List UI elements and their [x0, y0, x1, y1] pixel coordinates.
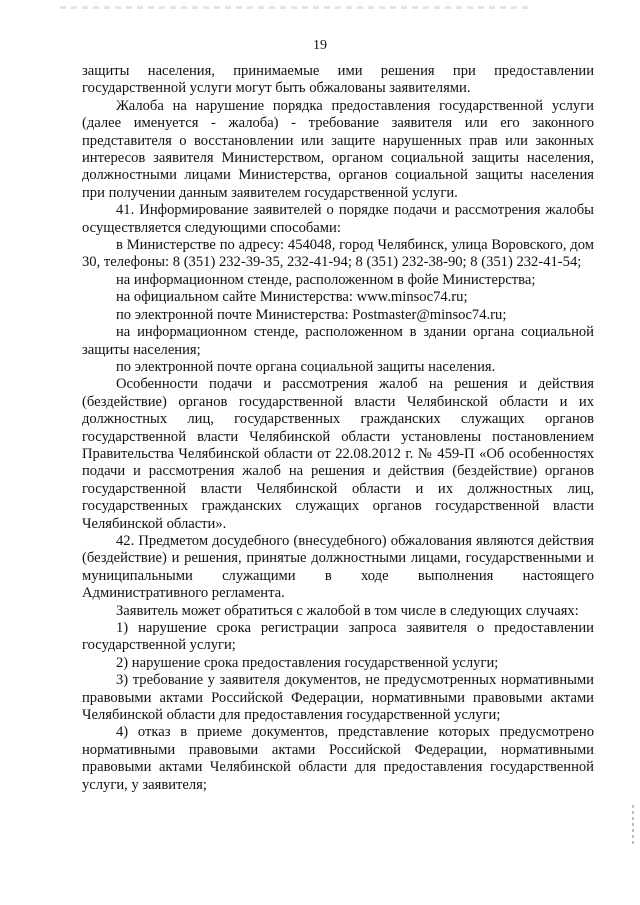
case-item-3: 3) требование у заявителя документов, не предусмотренных нормативными правовыми актами Российской Федерации, нормативными правовыми актами Челябинской области для предоставления государственной услуги; [82, 672, 594, 724]
document-body [82, 63, 594, 794]
paragraph-cases-intro: Заявитель может обратиться с жалобой в том числе в следующих случаях: [116, 602, 579, 619]
page-number: 19 [313, 38, 327, 53]
paragraph-42: 42. Предметом досудебного (внесудебного) обжалования являются действия (бездействие) и решения, принятые должностными лицами, государственными и муниципальными служащими в ходе выполнения настоящего Административного регламента. [82, 532, 594, 602]
contact-address: в Министерстве по адресу: 454048, город Челябинск, улица Воровского, дом 30, телефоны: 8 (351) 232-39-35, 232-41-94; 8 (351) 232-38-90; 8 (351) 232-41-54; [82, 237, 594, 271]
paragraph-continuation: защиты населения, принимаемые ими решения при предоставлении государственной услуги могут быть обжалованы заявителями. [82, 63, 594, 97]
case-item-1: 1) нарушение срока регистрации запроса заявителя о предоставлении государственной услуги; [82, 620, 594, 654]
scan-edge-mark [632, 805, 634, 845]
paragraph-41: 41. Информирование заявителей о порядке подачи и рассмотрения жалобы осуществляется следующими способами: [82, 202, 594, 236]
contact-website: на официальном сайте Министерства: www.minsoc74.ru; [116, 289, 468, 306]
case-item-4: 4) отказ в приеме документов, представление которых предусмотрено нормативными правовыми актами Российской Федерации, нормативными правовыми актами Челябинской области для предоставления государственной услуги, у заявителя; [82, 724, 594, 793]
contact-email-ministry: по электронной почте Министерства: Postmaster@minsoc74.ru; [116, 306, 507, 323]
contact-email-social: по электронной почте органа социальной защиты населения. [116, 358, 496, 375]
paragraph-complaint-definition: Жалоба на нарушение порядка предоставления государственной услуги (далее именуется - жалоба) - требование заявителя или его законного представителя о восстановлении или защите нарушенных прав или законных интересов заявителя Министерством, органом социальной защиты населения, должностными лицами Министерства, органов социальной защиты населения при получении данным заявителем государственной услуги. [82, 97, 594, 201]
contact-stand-ministry: на информационном стенде, расположенном в фойе Министерства; [116, 271, 536, 288]
contact-stand-social: на информационном стенде, расположенном в здании органа социальной защиты населения; [82, 324, 594, 358]
case-item-2: 2) нарушение срока предоставления государственной услуги; [116, 654, 499, 671]
scan-noise [60, 6, 530, 9]
paragraph-features: Особенности подачи и рассмотрения жалоб на решения и действия (бездействие) органов государственной власти Челябинской области и их должностных лиц, государственных гражданских служащих органов государственной власти Челябинской области установлены постановлением Правительства Челябинской области от 22.08.2012 г. № 459-П «Об особенностях подачи и рассмотрения жалоб на решения и действия (бездействие) органов государственной власти Челябинской области и их должностных лиц, государственных гражданских служащих органов государственной власти Челябинской области». [82, 376, 594, 532]
